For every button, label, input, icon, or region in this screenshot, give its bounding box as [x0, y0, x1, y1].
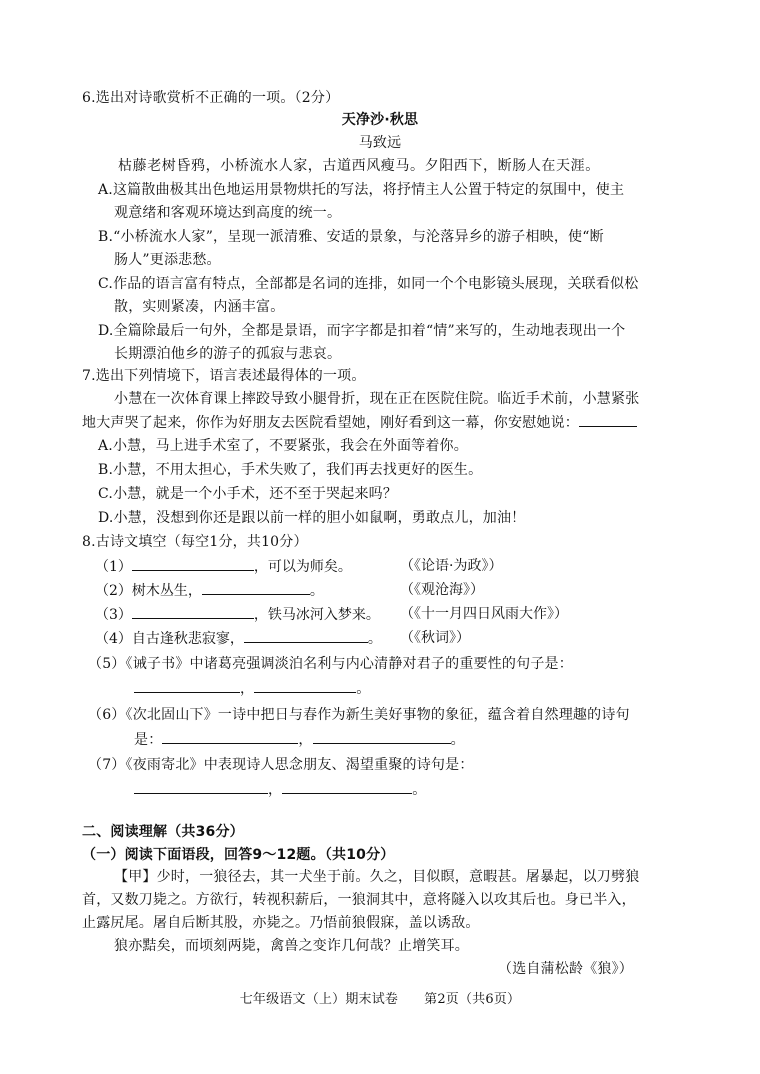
- answer-blank[interactable]: [244, 628, 368, 643]
- q7-scenario-line1: 小慧在一次体育课上摔跤导致小腿骨折，现在正在医院住院。临近手术前，小慧紧张: [114, 391, 640, 407]
- q7-option-b: B.小慧，不用太担心，手术失败了，我们再去找更好的医生。: [98, 462, 483, 478]
- answer-blank[interactable]: [254, 678, 356, 693]
- q8-item-5-blanks: ， 。: [134, 678, 370, 699]
- poem-author: 马致远: [358, 135, 402, 151]
- answer-blank[interactable]: [132, 556, 254, 571]
- q8-item-1: （1） ，可以为师矣。: [95, 556, 352, 577]
- q8-item-4-source: （《秋词》）: [400, 630, 470, 646]
- q7-option-d: D.小慧，没想到你还是跟以前一样的胆小如鼠啊，勇敢点儿，加油！: [98, 510, 526, 526]
- passage-source: （选自蒲松龄《狼》）: [498, 961, 633, 977]
- answer-blank[interactable]: [282, 779, 412, 794]
- passage-line1: 【甲】少时，一狼径去，其一犬坐于前。久之，目似瞑，意暇甚。屠暴起，以刀劈狼: [114, 869, 640, 885]
- q8-item-7: （7）《夜雨寄北》中表现诗人思念朋友、渴望重聚的诗句是：: [88, 757, 474, 773]
- q8-item-4: （4）自古逢秋悲寂寥， 。: [95, 628, 382, 649]
- q8-item-1-source: （《论语·为政》）: [400, 558, 503, 574]
- q8-item-3: （3） ，铁马冰河入梦来。: [95, 604, 380, 625]
- q8-item-2-source: （《观沧海》）: [400, 582, 484, 598]
- answer-blank[interactable]: [579, 412, 637, 427]
- q7-stem: 7.选出下列情境下，语言表述最得体的一项。: [82, 368, 366, 384]
- passage-line2: 首，又数刀毙之。方欲行，转视积薪后，一狼洞其中，意将隧入以攻其后也。身已半入，: [82, 892, 636, 908]
- q8-item-5: （5）《诫子书》中诸葛亮强调淡泊名利与内心清静对君子的重要性的句子是：: [88, 656, 573, 672]
- q6-option-a-line1: A.这篇散曲极其出色地运用景物烘托的写法，将抒情主人公置于特定的氛围中，使主: [98, 182, 625, 198]
- poem-title: 天净沙·秋思: [341, 112, 419, 128]
- q8-item-2: （2）树木丛生， 。: [95, 580, 324, 601]
- section2-title: 二、阅读理解（共36分）: [82, 824, 244, 840]
- q7-option-c: C.小慧，就是一个小手术，还不至于哭起来吗？: [98, 486, 398, 502]
- q8-item-6-blanks: 是： ， 。: [134, 729, 465, 750]
- q8-item-7-blanks: ， 。: [134, 779, 426, 800]
- answer-blank[interactable]: [162, 729, 298, 744]
- answer-blank[interactable]: [134, 678, 240, 693]
- q8-item-6: （6）《次北固山下》一诗中把日与春作为新生美好事物的象征，蕴含着自然理趣的诗句: [88, 707, 630, 723]
- q8-item-3-source: （《十一月四日风雨大作》）: [400, 606, 568, 622]
- q6-option-d-line1: D.全篇除最后一句外，全都是景语，而字字都是扣着“情”来写的，生动地表现出一个: [98, 323, 626, 339]
- answer-blank[interactable]: [132, 604, 254, 619]
- passage-line3: 止露尻尾。屠自后断其股，亦毙之。乃悟前狼假寐，盖以诱敌。: [82, 915, 480, 931]
- answer-blank[interactable]: [202, 580, 310, 595]
- answer-blank[interactable]: [134, 779, 268, 794]
- q6-option-c-line2: 散，实则紧凑，内涵丰富。: [114, 299, 285, 315]
- q7-option-a: A.小慧，马上进手术室了，不要紧张，我会在外面等着你。: [98, 438, 468, 454]
- q6-option-a-line2: 观意绪和客观环境达到高度的统一。: [114, 205, 342, 221]
- q6-option-d-line2: 长期漂泊他乡的游子的孤寂与悲哀。: [114, 346, 342, 362]
- passage-line4: 狼亦黠矣，而顷刻两毙，禽兽之变诈几何哉？止增笑耳。: [114, 938, 469, 954]
- answer-blank[interactable]: [313, 729, 451, 744]
- q6-option-c-line1: C.作品的语言富有特点，全部都是名词的连排，如同一个个电影镜头展现，关联看似松: [98, 276, 639, 292]
- q8-stem: 8.古诗文填空（每空1分，共10分）: [82, 534, 308, 550]
- reading-part1-title: （一）阅读下面语段，回答9～12题。（共10分）: [82, 847, 395, 863]
- poem-text: 枯藤老树昏鸦，小桥流水人家，古道西风瘦马。夕阳西下，断肠人在天涯。: [118, 158, 600, 174]
- q7-scenario-line2: 地大声哭了起来，你作为好朋友去医院看望她，刚好看到这一幕，你安慰她说：: [82, 412, 637, 433]
- q6-stem: 6.选出对诗歌赏析不正确的一项。（2分）: [82, 90, 340, 106]
- page-footer: 七年级语文（上）期末试卷 第2页（共6页）: [239, 992, 521, 1007]
- q6-option-b-line2: 肠人”更添悲愁。: [114, 252, 221, 268]
- q6-option-b-line1: B.“小桥流水人家”，呈现一派清雅、安适的景象，与沦落异乡的游子相映，使“断: [98, 229, 604, 245]
